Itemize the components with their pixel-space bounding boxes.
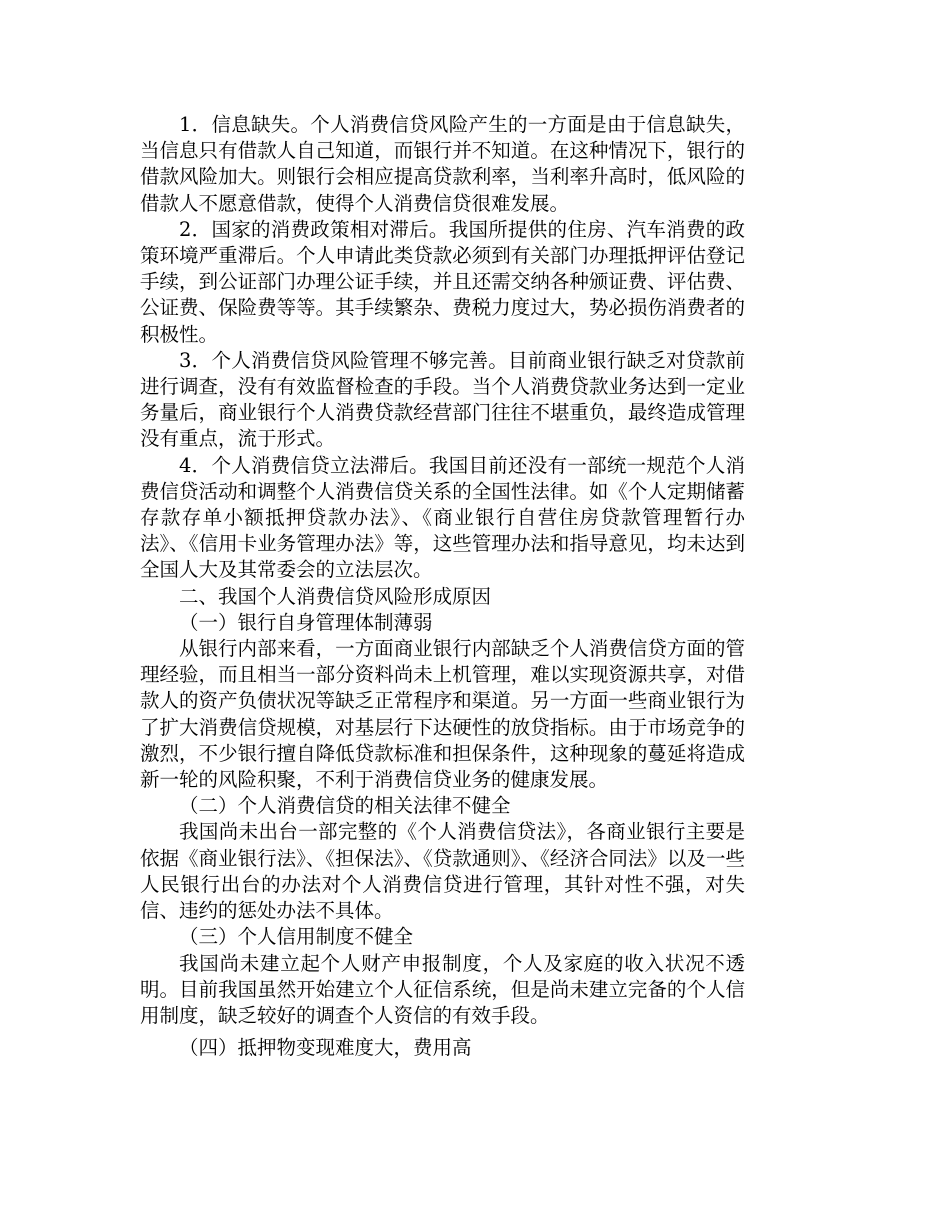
subheading-credit-system: （三）个人信用制度不健全 — [179, 925, 414, 949]
subheading-collateral: （四）抵押物变现难度大，费用高 — [179, 1036, 472, 1060]
paragraph-credit-system: 我国尚未建立起个人财产申报制度，个人及家庭的收入状况不透明。目前我国虽然开始建立个人征信系统，但是尚未建立完备的个人信用制度，缺乏较好的调查个人资信的有效手段。 — [140, 951, 745, 1027]
subheading-laws: （二）个人消费信贷的相关法律不健全 — [179, 794, 511, 818]
subheading-bank-management: （一）银行自身管理体制薄弱 — [179, 610, 433, 634]
paragraph-policy-lag: 2．国家的消费政策相对滞后。我国所提供的住房、汽车消费的政策环境严重滞后。个人申请此类贷款必须到有关部门办理抵押评估登记手续，到公证部门办理公证手续，并且还需交纳各种颁证费、评估费、公证费、保险费等等。其手续繁杂、费税力度过大，势必损伤消费者的积极性。 — [140, 217, 745, 346]
section-heading-causes: 二、我国个人消费信贷风险形成原因 — [179, 584, 492, 608]
paragraph-laws: 我国尚未出台一部完整的《个人消费信贷法》，各商业银行主要是依据《商业银行法》、《担保法》、《贷款通则》、《经济合同法》以及一些人民银行出台的办法对个人消费信贷进行管理，其针对性不强，对失信、违约的惩处办法不具体。 — [140, 820, 745, 923]
document-body — [140, 112, 745, 1061]
paragraph-legislation-lag: 4．个人消费信贷立法滞后。我国目前还没有一部统一规范个人消费信贷活动和调整个人消费信贷关系的全国性法律。如《个人定期储蓄存款存单小额抵押贷款办法》、《商业银行自营住房贷款管理暂行办法》、《信用卡业务管理办法》等，这些管理办法和指导意见，均未达到全国人大及其常委会的立法层次。 — [140, 453, 745, 582]
paragraph-risk-management: 3．个人消费信贷风险管理不够完善。目前商业银行缺乏对贷款前进行调查，没有有效监督检查的手段。当个人消费贷款业务达到一定业务量后，商业银行个人消费贷款经营部门往往不堪重负，最终造成管理没有重点，流于形式。 — [140, 348, 745, 451]
paragraph-info-missing: 1．信息缺失。个人消费信贷风险产生的一方面是由于信息缺失，当信息只有借款人自己知道，而银行并不知道。在这种情况下，银行的借款风险加大。则银行会相应提高贷款利率，当利率升高时，低风险的借款人不愿意借款，使得个人消费信贷很难发展。 — [140, 113, 745, 215]
paragraph-bank-internal: 从银行内部来看，一方面商业银行内部缺乏个人消费信贷方面的管理经验，而且相当一部分资料尚未上机管理，难以实现资源共享，对借款人的资产负债状况等缺乏正常程序和渠道。另一方面一些商业银行为了扩大消费信贷规模，对基层行下达硬性的放贷指标。由于市场竞争的激烈，不少银行擅自降低贷款标准和担保条件，这种现象的蔓延将造成新一轮的风险积聚，不利于消费信贷业务的健康发展。 — [140, 637, 745, 792]
